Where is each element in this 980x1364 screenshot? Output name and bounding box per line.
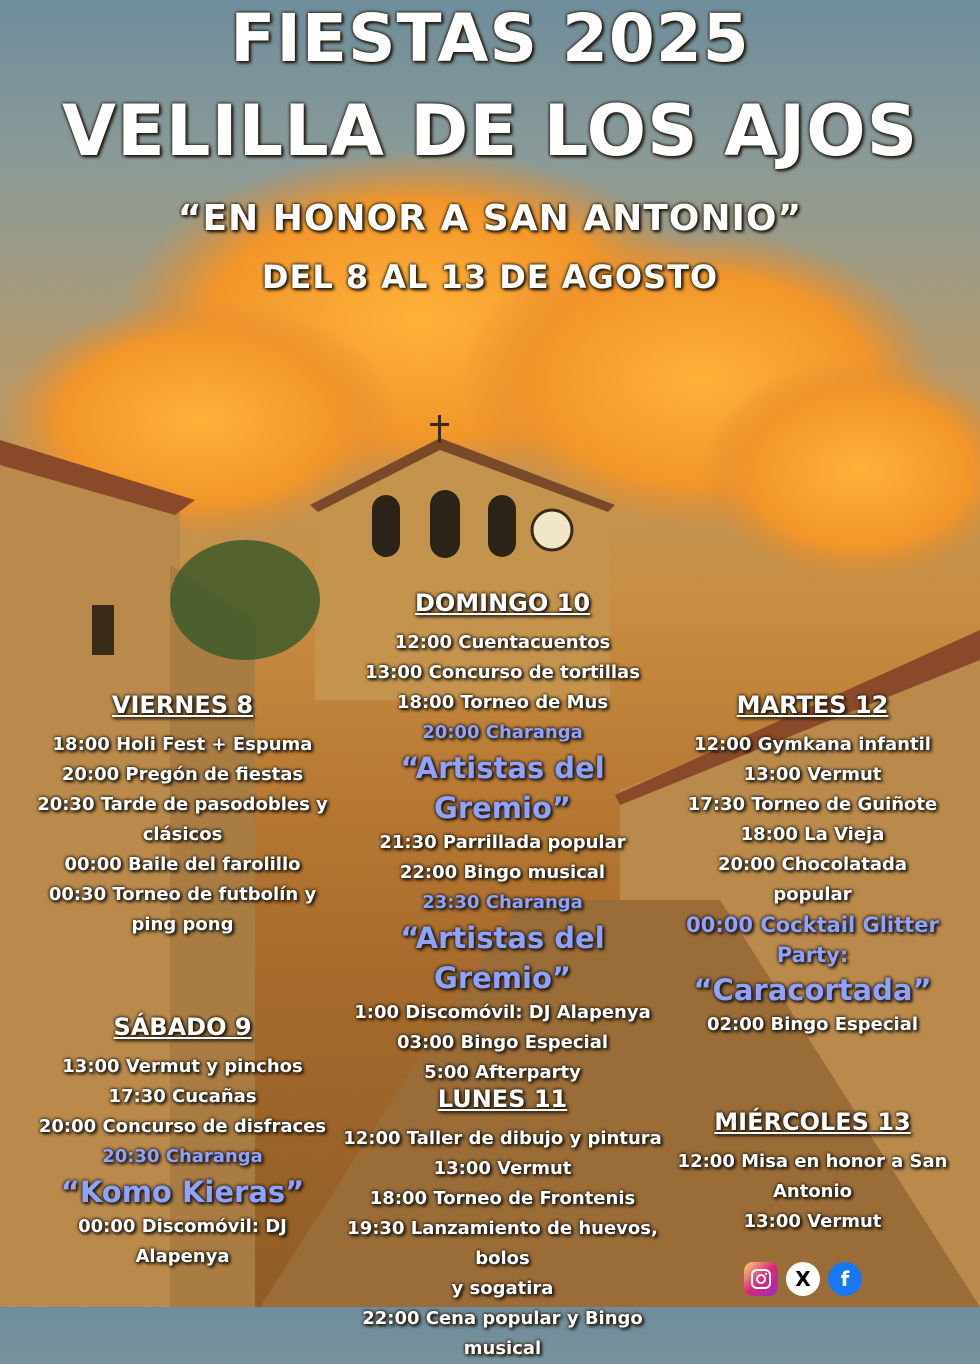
day-heading: SÁBADO 9 <box>113 1013 252 1041</box>
event: 00:00 Discomóvil: DJ <box>78 1216 287 1237</box>
event: 17:30 Torneo de Guiñote <box>687 794 938 815</box>
event: 00:30 Torneo de futbolín y <box>48 884 317 905</box>
event: 20:00 Chocolatada <box>717 854 908 875</box>
event: Antonio <box>772 1181 853 1202</box>
event: 13:00 Vermut <box>743 1211 882 1232</box>
event: 12:00 Cuentacuentos <box>394 632 611 653</box>
festival-dates: DEL 8 AL 13 DE AGOSTO <box>261 258 719 296</box>
day-heading: DOMINGO 10 <box>414 589 591 617</box>
event: 17:30 Cucañas <box>108 1086 257 1107</box>
miercoles-block <box>675 1105 950 1237</box>
event: 21:30 Parrillada popular <box>379 832 626 853</box>
event: 20:00 Concurso de disfraces <box>38 1116 327 1137</box>
event: 22:00 Bingo musical <box>399 862 606 883</box>
event: 22:00 Cena popular y Bingo musical <box>362 1308 643 1359</box>
day-heading: LUNES 11 <box>437 1085 568 1113</box>
social-icons <box>744 1262 862 1296</box>
facebook-icon[interactable]: f <box>828 1262 862 1296</box>
band-name: “Komo Kieras” <box>60 1175 305 1209</box>
event: 13:00 Vermut <box>743 764 882 785</box>
viernes-block <box>30 688 335 940</box>
cocktail-event: 00:00 Cocktail Glitter <box>686 913 939 937</box>
event: 13:00 Concurso de tortillas <box>365 662 640 683</box>
day-heading: VIERNES 8 <box>111 691 254 719</box>
band-name: “Caracortada” <box>693 973 932 1007</box>
charanga-event: 20:00 Charanga <box>422 722 583 743</box>
event: 20:00 Pregón de fiestas <box>61 764 304 785</box>
charanga-event: 20:30 Charanga <box>102 1146 263 1167</box>
event: 19:30 Lanzamiento de huevos, bolos <box>347 1218 658 1269</box>
event: 13:00 Vermut y pinchos <box>62 1056 303 1077</box>
event: 20:30 Tarde de pasodobles y <box>37 794 328 815</box>
sabado-block <box>30 1010 335 1272</box>
event: 18:00 Torneo de Frontenis <box>369 1188 636 1209</box>
domingo-block <box>330 586 675 1088</box>
event: 12:00 Gymkana infantil <box>694 734 931 755</box>
x-icon[interactable]: X <box>786 1262 820 1296</box>
subtitle: “EN HONOR A SAN ANTONIO” <box>177 198 803 239</box>
event: 03:00 Bingo Especial <box>396 1032 609 1053</box>
event: 18:00 Torneo de Mus <box>396 692 609 713</box>
event: y sogatira <box>451 1278 554 1299</box>
day-heading: MARTES 12 <box>736 691 889 719</box>
martes-block <box>675 688 950 1040</box>
event: Alapenya <box>135 1246 230 1267</box>
event: popular <box>773 884 852 905</box>
event: clásicos <box>142 824 223 845</box>
event: 12:00 Misa en honor a San <box>677 1151 948 1172</box>
event: 13:00 Vermut <box>433 1158 572 1179</box>
event: 02:00 Bingo Especial <box>706 1014 919 1035</box>
event: 12:00 Taller de dibujo y pintura <box>343 1128 662 1149</box>
event: ping pong <box>131 914 234 935</box>
charanga-event: 23:30 Charanga <box>422 892 583 913</box>
day-heading: MIÉRCOLES 13 <box>714 1108 911 1136</box>
event: 1:00 Discomóvil: DJ Alapenya <box>354 1002 651 1023</box>
event: 00:00 Baile del farolillo <box>64 854 301 875</box>
title-line-2: VELILLA DE LOS AJOS <box>61 90 919 172</box>
lunes-block <box>325 1082 680 1364</box>
instagram-icon[interactable] <box>744 1262 778 1296</box>
event: 18:00 La Vieja <box>740 824 885 845</box>
band-name: “Artistas del Gremio” <box>400 921 605 995</box>
band-name: “Artistas del Gremio” <box>400 751 605 825</box>
cocktail-event: Party: <box>776 943 849 967</box>
title-line-1: FIESTAS 2025 <box>230 0 750 77</box>
event: 5:00 Afterparty <box>424 1062 581 1083</box>
event: 18:00 Holi Fest + Espuma <box>52 734 313 755</box>
